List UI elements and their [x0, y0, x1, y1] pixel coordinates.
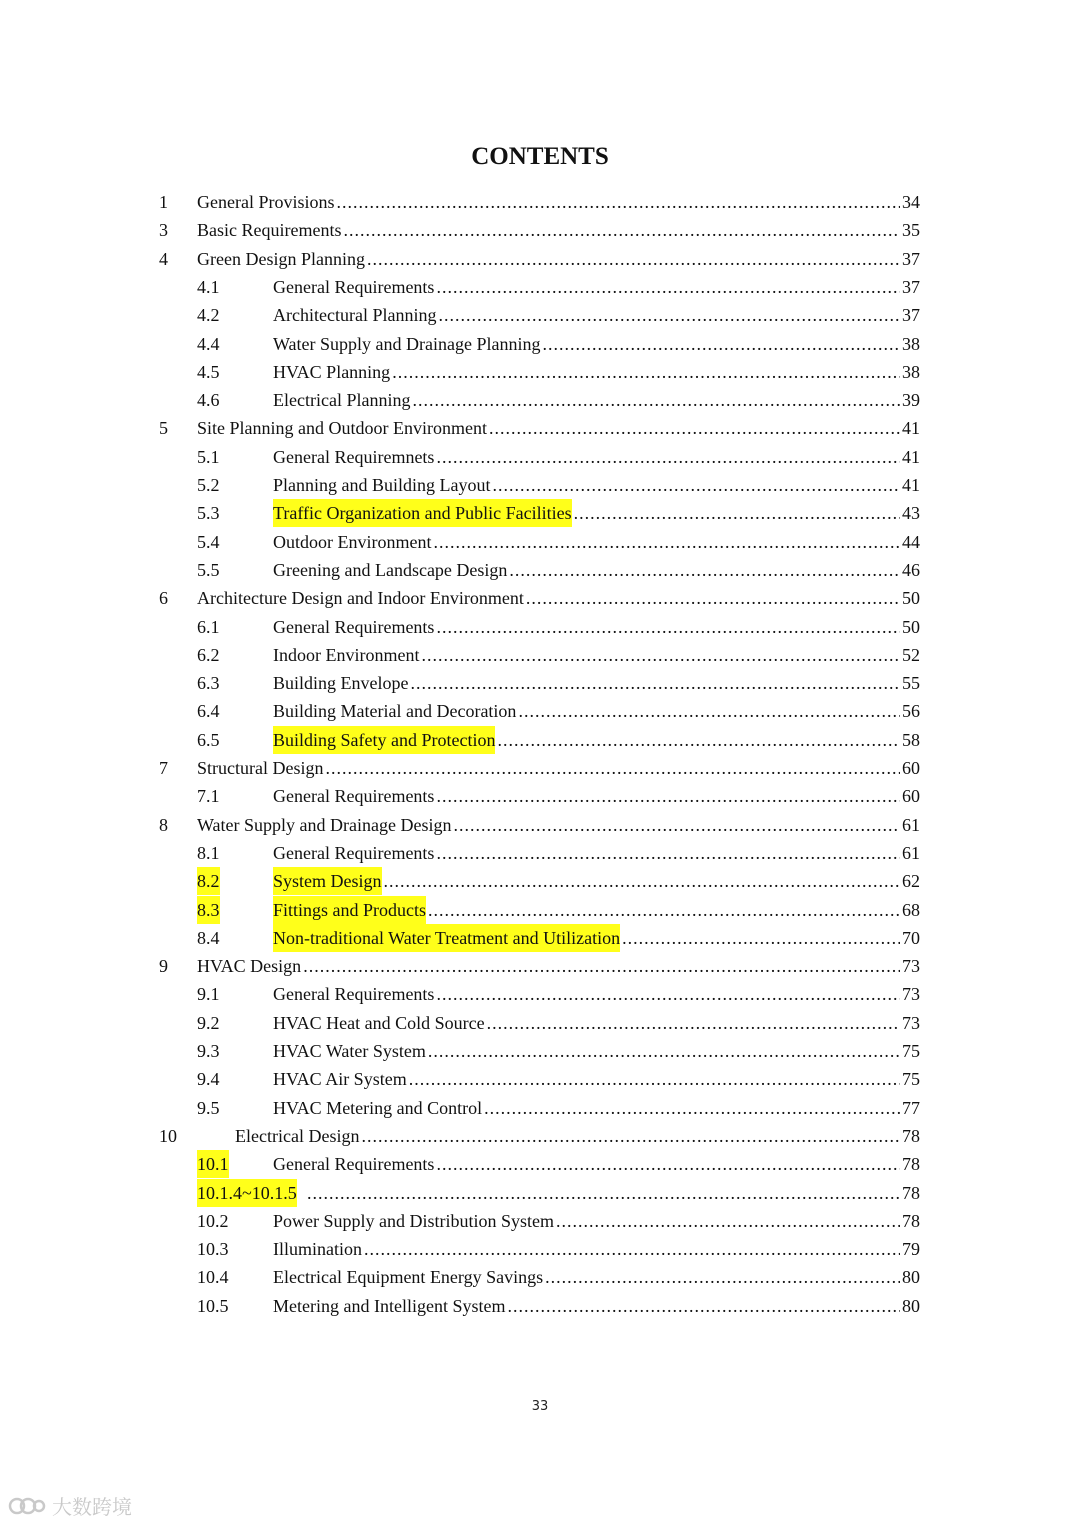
- dot-leader: [436, 1150, 900, 1178]
- toc-entry-number: 10: [159, 1125, 177, 1146]
- toc-entry-page: 41: [902, 418, 920, 439]
- toc-entry-page: 43: [902, 503, 920, 524]
- toc-entry-title: Metering and Intelligent System: [273, 1295, 506, 1316]
- toc-entry-line: [273, 641, 920, 669]
- toc-entry-number: 8.1: [197, 842, 220, 863]
- toc-entry-number: 10.1: [197, 1150, 229, 1178]
- toc-entry-page: 73: [902, 1012, 920, 1033]
- toc-entry-title: HVAC Water System: [273, 1041, 426, 1061]
- toc-entry[interactable]: [0, 1037, 1080, 1065]
- toc-entry[interactable]: [0, 1150, 1080, 1178]
- toc-entry-page: 39: [902, 390, 920, 411]
- toc-entry-number: 6.3: [197, 673, 220, 694]
- toc-entry[interactable]: [0, 1065, 1080, 1093]
- toc-entry[interactable]: [0, 811, 1080, 839]
- dot-leader: [526, 584, 900, 612]
- toc-entry-page: 70: [902, 927, 920, 948]
- dot-leader: [436, 273, 900, 301]
- toc-entry-line: [273, 1037, 920, 1065]
- dot-leader: [497, 726, 900, 754]
- toc-entry[interactable]: [0, 471, 1080, 499]
- toc-entry-line: [273, 443, 920, 471]
- toc-entry-number: 10.4: [197, 1267, 229, 1288]
- toc-entry-line: [273, 924, 920, 952]
- dot-leader: [412, 386, 900, 414]
- toc-entry[interactable]: [0, 867, 1080, 895]
- toc-entry-title: General Requiremnets: [273, 446, 435, 467]
- toc-entry-title: Electrical Design: [235, 1125, 360, 1146]
- toc-entry-number: 8.3: [197, 896, 220, 924]
- dot-leader: [303, 952, 900, 980]
- toc-entry[interactable]: [0, 443, 1080, 471]
- toc-entry-page: 38: [902, 333, 920, 354]
- toc-entry-page: 44: [902, 531, 920, 552]
- toc-entry-number: 8: [159, 814, 168, 835]
- toc-entry-title: Power Supply and Distribution System: [273, 1210, 555, 1231]
- toc-entry-number: 4.5: [197, 361, 220, 382]
- toc-entry-line: [197, 952, 920, 980]
- dot-leader: [509, 556, 900, 584]
- toc-entry-number: 5.5: [197, 559, 220, 580]
- toc-entry-page: 78: [902, 1210, 920, 1231]
- toc-entry-page: 50: [902, 588, 920, 609]
- toc-entry-line: [273, 1065, 920, 1093]
- dot-leader: [428, 896, 900, 924]
- toc-entry[interactable]: [0, 924, 1080, 952]
- toc-entry-number: 6.4: [197, 701, 220, 722]
- toc-entry-number: 10.5: [197, 1295, 229, 1316]
- dot-leader: [518, 697, 900, 725]
- toc-entry-number: 10.2: [197, 1210, 229, 1231]
- toc-entry-line: [273, 358, 920, 386]
- dot-leader: [489, 414, 900, 442]
- toc-entry-line: [197, 188, 920, 216]
- toc-entry-line: [273, 1292, 920, 1320]
- toc-entry-number: 6: [159, 588, 168, 609]
- page-title: CONTENTS: [471, 143, 609, 170]
- toc-entry-number: 8.2: [197, 867, 220, 895]
- toc-entry-line: [273, 1094, 920, 1122]
- toc-entry-number: 5.3: [197, 503, 220, 524]
- toc-entry-number: 3: [159, 220, 168, 241]
- dot-leader: [421, 641, 900, 669]
- toc-entry-line: [273, 782, 920, 810]
- toc-entry-title: Site Planning and Outdoor Environment: [197, 418, 487, 439]
- toc-entry[interactable]: [0, 528, 1080, 556]
- toc-entry-line: [273, 1009, 920, 1037]
- toc-entry-number: 7.1: [197, 786, 220, 807]
- toc-entry[interactable]: [0, 896, 1080, 924]
- toc-entry-title: Illumination: [273, 1239, 362, 1260]
- logo-icon: [8, 1494, 46, 1518]
- toc-entry-title: Electrical Equipment Energy Savings: [273, 1267, 544, 1288]
- toc-entry-title: Structural Design: [197, 758, 324, 778]
- toc-entry[interactable]: [0, 754, 1080, 782]
- toc-entry-line: [273, 1150, 920, 1178]
- toc-entry[interactable]: [0, 1179, 1080, 1207]
- toc-entry-line: [273, 528, 920, 556]
- dot-leader: [543, 330, 901, 358]
- dot-leader: [428, 1037, 900, 1065]
- toc-entry-title: Water Supply and Drainage Planning: [273, 333, 541, 354]
- toc-entry-number: 8.4: [197, 927, 220, 948]
- toc-entry-title: Traffic Organization and Public Facilities: [273, 499, 572, 527]
- dot-leader: [343, 216, 900, 244]
- toc-entry-number: 9.1: [197, 984, 220, 1005]
- toc-entry-number: 9.5: [197, 1097, 220, 1118]
- toc-entry-title: HVAC Metering and Control: [273, 1097, 483, 1118]
- toc-entry-line: [305, 1179, 920, 1207]
- dot-leader: [436, 782, 900, 810]
- dot-leader: [436, 839, 900, 867]
- toc-entry-title: Basic Requirements: [197, 220, 342, 241]
- dot-leader: [436, 980, 900, 1008]
- toc-entry[interactable]: [0, 499, 1080, 527]
- toc-entry[interactable]: [0, 669, 1080, 697]
- toc-entry-page: 35: [902, 220, 920, 241]
- toc-entry-line: [197, 811, 920, 839]
- dot-leader: [392, 358, 900, 386]
- toc-entry-line: [273, 273, 920, 301]
- toc-entry-title: System Design: [273, 867, 382, 895]
- dot-leader: [410, 669, 900, 697]
- toc-entry-page: 56: [902, 701, 920, 722]
- toc-entry[interactable]: [0, 245, 1080, 273]
- toc-entry-line: [273, 839, 920, 867]
- toc-entry-number: 4.1: [197, 276, 220, 297]
- toc-entry-title: Building Material and Decoration: [273, 701, 517, 722]
- toc-entry-page: 52: [902, 644, 920, 665]
- toc-entry-line: [273, 697, 920, 725]
- toc-entry-line: [197, 245, 920, 273]
- toc-entry-page: 50: [902, 616, 920, 637]
- toc-entry-line: [273, 301, 920, 329]
- toc-entry-page: 61: [902, 814, 920, 835]
- toc-entry-title: General Requirements: [273, 786, 435, 807]
- toc-entry-page: 80: [902, 1295, 920, 1316]
- dot-leader: [484, 1094, 900, 1122]
- toc-entry-title: Water Supply and Drainage Design: [197, 814, 452, 835]
- toc-entry[interactable]: [0, 1292, 1080, 1320]
- toc-entry-line: [273, 471, 920, 499]
- toc-entry-line: [197, 584, 920, 612]
- toc-entry[interactable]: [0, 1094, 1080, 1122]
- toc-entry-title: Architectural Planning: [273, 305, 437, 326]
- toc-entry-title: HVAC Heat and Cold Source: [273, 1012, 485, 1033]
- dot-leader: [307, 1179, 900, 1207]
- toc-entry[interactable]: [0, 952, 1080, 980]
- toc-entry-line: [273, 726, 920, 754]
- dot-leader: [409, 1065, 900, 1093]
- toc-entry-title: General Requirements: [273, 616, 435, 637]
- toc-entry-title: Non-traditional Water Treatment and Utilization: [273, 924, 620, 952]
- toc-entry-title: Electrical Planning: [273, 390, 411, 411]
- toc-entry[interactable]: [0, 556, 1080, 584]
- toc-entry-title: HVAC Planning: [273, 361, 391, 382]
- toc-entry-title: HVAC Air System: [273, 1069, 407, 1090]
- dot-leader: [436, 443, 900, 471]
- toc-entry-number: 4.6: [197, 390, 220, 411]
- toc-entry[interactable]: [0, 330, 1080, 358]
- dot-leader: [507, 1292, 900, 1320]
- page-number: 33: [531, 1399, 549, 1414]
- watermark: [8, 1491, 132, 1520]
- toc-entry-page: 46: [902, 559, 920, 580]
- toc-entry-number: 5.2: [197, 475, 220, 495]
- toc-entry-page: 38: [902, 361, 920, 382]
- toc-entry[interactable]: [0, 1207, 1080, 1235]
- toc-entry-page: 77: [902, 1097, 920, 1118]
- toc-entry-number: 10.1.4~10.1.5: [197, 1179, 297, 1207]
- dot-leader: [436, 613, 900, 641]
- toc-entry-page: 75: [902, 1041, 920, 1061]
- toc-entry[interactable]: [0, 1263, 1080, 1291]
- toc-entry[interactable]: [0, 1009, 1080, 1037]
- dot-leader: [493, 471, 901, 499]
- toc-entry-line: [197, 754, 920, 782]
- dot-leader: [367, 245, 900, 273]
- toc-entry[interactable]: [0, 613, 1080, 641]
- toc-entry-page: 73: [902, 984, 920, 1005]
- toc-entry-number: 6.1: [197, 616, 220, 637]
- dot-leader: [545, 1263, 900, 1291]
- toc-entry[interactable]: [0, 697, 1080, 725]
- toc-entry-line: [273, 386, 920, 414]
- dot-leader: [384, 867, 900, 895]
- toc-entry[interactable]: [0, 782, 1080, 810]
- toc-entry-line: [273, 613, 920, 641]
- toc-entry-title: General Requirements: [273, 276, 435, 297]
- toc-entry-page: 78: [902, 1125, 920, 1146]
- toc-entry[interactable]: [0, 358, 1080, 386]
- watermark-text: 大数跨境: [52, 1495, 132, 1519]
- toc-entry-page: 60: [902, 758, 920, 778]
- toc-entry-line: [273, 330, 920, 358]
- toc-entry-line: [273, 1235, 920, 1263]
- toc-entry-page: 78: [902, 1154, 920, 1175]
- toc-entry-line: [273, 980, 920, 1008]
- toc-entry-page: 75: [902, 1069, 920, 1090]
- toc-entry-line: [273, 1207, 920, 1235]
- toc-entry-number: 9: [159, 956, 168, 977]
- toc-entry-title: General Requirements: [273, 1154, 435, 1175]
- dot-leader: [336, 188, 900, 216]
- toc-entry-page: 58: [902, 729, 920, 750]
- toc-entry-number: 6.5: [197, 729, 220, 750]
- toc-entry-title: Building Safety and Protection: [273, 726, 495, 754]
- toc-entry-title: Green Design Planning: [197, 248, 365, 269]
- toc-entry-number: 6.2: [197, 644, 220, 665]
- toc-entry-title: General Requirements: [273, 842, 435, 863]
- toc-entry[interactable]: [0, 980, 1080, 1008]
- toc-entry-line: [273, 867, 920, 895]
- toc-entry-page: 37: [902, 276, 920, 297]
- toc-entry-number: 7: [159, 758, 168, 778]
- toc-entry-line: [273, 1263, 920, 1291]
- toc-entry[interactable]: [0, 584, 1080, 612]
- toc-entry-page: 34: [902, 192, 920, 212]
- toc-entry-number: 4.4: [197, 333, 220, 354]
- toc-entry-title: General Provisions: [197, 192, 335, 212]
- toc-entry-page: 41: [902, 475, 920, 495]
- dot-leader: [325, 754, 900, 782]
- toc-entry-page: 80: [902, 1267, 920, 1288]
- toc-entry-title: Outdoor Environment: [273, 531, 432, 552]
- toc-entry-title: Architecture Design and Indoor Environment: [197, 588, 524, 609]
- dot-leader: [556, 1207, 900, 1235]
- toc-entry-title: Indoor Environment: [273, 644, 420, 665]
- toc-entry-title: Building Envelope: [273, 673, 409, 694]
- toc-entry-title: Planning and Building Layout: [273, 475, 491, 495]
- toc-entry-line: [197, 414, 920, 442]
- toc-entry[interactable]: [0, 386, 1080, 414]
- toc-entry-page: 73: [902, 956, 920, 977]
- toc-entry-number: 5.4: [197, 531, 220, 552]
- toc-entry-line: [197, 216, 920, 244]
- toc-entry-number: 5.1: [197, 446, 220, 467]
- toc-entry-number: 5: [159, 418, 168, 439]
- toc-entry[interactable]: [0, 839, 1080, 867]
- toc-entry[interactable]: [0, 1235, 1080, 1263]
- toc-entry-page: 60: [902, 786, 920, 807]
- toc-entry[interactable]: [0, 188, 1080, 216]
- dot-leader: [438, 301, 900, 329]
- dot-leader: [487, 1009, 900, 1037]
- toc-entry-number: 9.4: [197, 1069, 220, 1090]
- toc-entry-number: 4: [159, 248, 168, 269]
- toc-entry-page: 78: [902, 1182, 920, 1203]
- toc-entry-title: Greening and Landscape Design: [273, 559, 508, 580]
- toc-entry[interactable]: [0, 216, 1080, 244]
- toc-entry-line: [273, 556, 920, 584]
- toc-entry-number: 9.3: [197, 1041, 220, 1061]
- toc-entry-title: Fittings and Products: [273, 896, 426, 924]
- toc-entry-page: 68: [902, 899, 920, 920]
- toc-entry-number: 9.2: [197, 1012, 220, 1033]
- toc-entry-number: 1: [159, 192, 168, 212]
- toc-entry[interactable]: [0, 726, 1080, 754]
- dot-leader: [433, 528, 900, 556]
- toc-entry-page: 41: [902, 446, 920, 467]
- toc-entry-page: 61: [902, 842, 920, 863]
- dot-leader: [622, 924, 900, 952]
- toc-entry-page: 79: [902, 1239, 920, 1260]
- toc-entry-page: 55: [902, 673, 920, 694]
- toc-entry-line: [273, 669, 920, 697]
- dot-leader: [364, 1235, 900, 1263]
- toc-entry-number: 4.2: [197, 305, 220, 326]
- toc-entry-line: [235, 1122, 920, 1150]
- toc-entry[interactable]: [0, 641, 1080, 669]
- toc-entry-line: [273, 896, 920, 924]
- toc-entry[interactable]: [0, 1122, 1080, 1150]
- toc-entry-page: 62: [902, 871, 920, 892]
- toc-entry[interactable]: [0, 273, 1080, 301]
- dot-leader: [453, 811, 900, 839]
- toc-entry-line: [273, 499, 920, 527]
- toc-entry-title: General Requirements: [273, 984, 435, 1005]
- toc-entry[interactable]: [0, 414, 1080, 442]
- toc-entry-page: 37: [902, 305, 920, 326]
- toc-entry-page: 37: [902, 248, 920, 269]
- dot-leader: [361, 1122, 900, 1150]
- toc-entry-title: HVAC Design: [197, 956, 302, 977]
- dot-leader: [574, 499, 900, 527]
- toc-entry[interactable]: [0, 301, 1080, 329]
- toc-entry-number: 10.3: [197, 1239, 229, 1260]
